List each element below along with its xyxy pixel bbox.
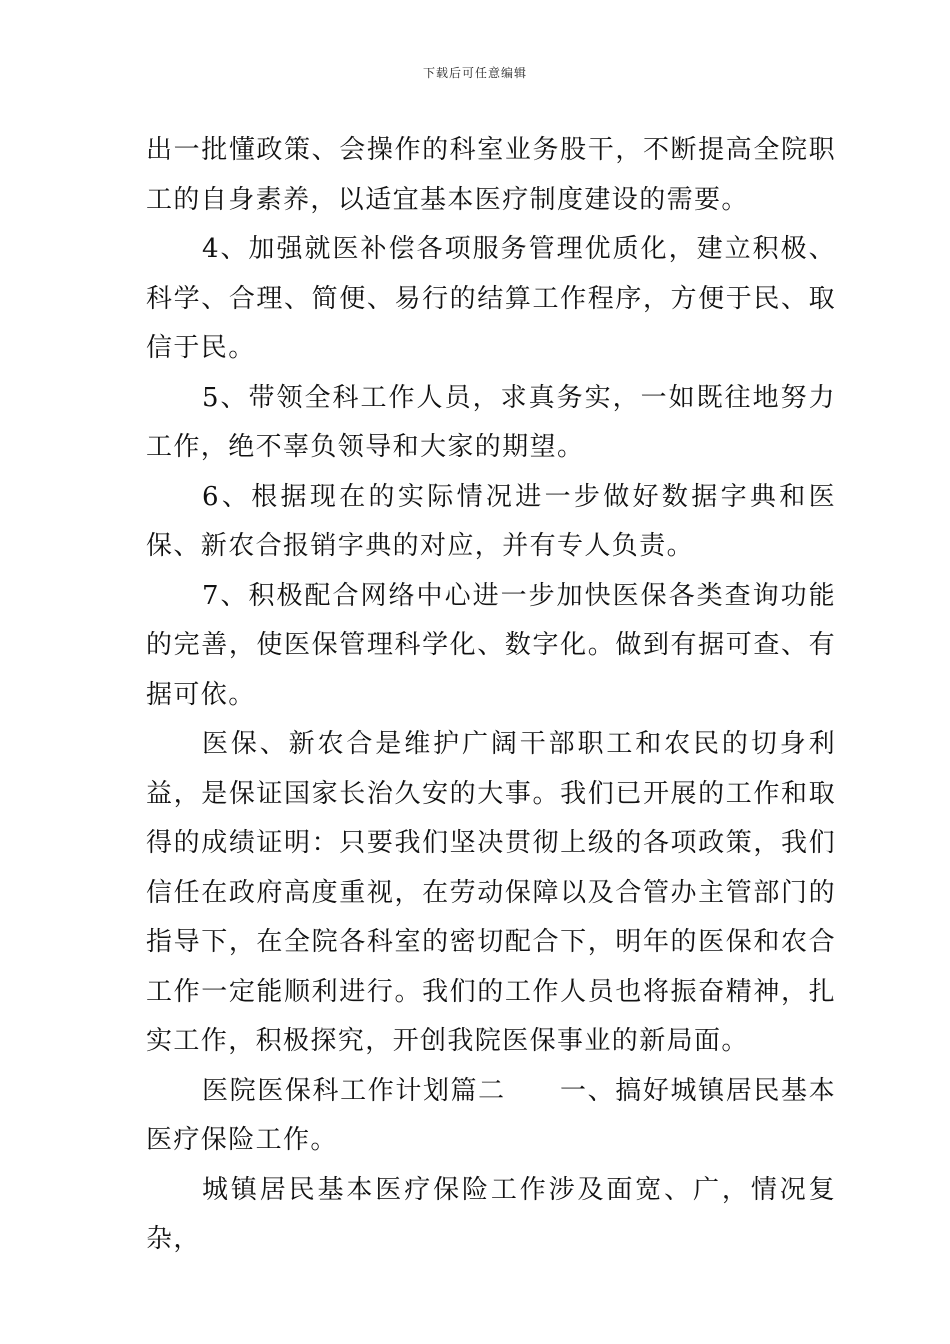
paragraph-continuation: 出一批懂政策、会操作的科室业务股干，不断提高全院职工的自身素养，以适宜基本医疗制度建设的需要。 — [146, 135, 836, 215]
paragraph-conclusion: 医保、新农合是维护广阔干部职工和农民的切身利益，是保证国家长治久安的大事。我们已开展的工作和取得的成绩证明：只要我们坚决贯彻上级的各项政策，我们信任在政府高度重视，在劳动保障以及合管办主管部门的指导下，在全院各科室的密切配合下，明年的医保和农合工作一定能顺利进行。我们的工作人员也将振奋精神，扎实工作，积极探究，开创我院医保事业的新局面。 — [146, 729, 836, 1056]
page-header-note: 下载后可任意编辑 — [422, 66, 527, 80]
paragraph-section-heading — [146, 1067, 836, 1166]
paragraph-item-5: 5、带领全科工作人员，求真务实，一如既往地努力工作，绝不辜负领导和大家的期望。 — [146, 382, 836, 462]
document-body — [146, 126, 836, 1265]
section-first-item: 一、搞好城镇居民基本医疗保险工作。 — [146, 1075, 836, 1155]
paragraph-section-body: 城镇居民基本医疗保险工作涉及面宽、广，情况复杂， — [146, 1174, 836, 1254]
paragraph-item-6: 6、根据现在的实际情况进一步做好数据字典和医保、新农合报销字典的对应，并有专人负责。 — [146, 481, 836, 561]
paragraph-item-4: 4、加强就医补偿各项服务管理优质化，建立积极、科学、合理、简便、易行的结算工作程序，方便于民、取信于民。 — [146, 234, 836, 363]
section-title: 医院医保科工作计划篇二 — [202, 1075, 506, 1106]
paragraph-item-7: 7、积极配合网络中心进一步加快医保各类查询功能的完善，使医保管理科学化、数字化。做到有据可查、有据可依。 — [146, 580, 836, 710]
